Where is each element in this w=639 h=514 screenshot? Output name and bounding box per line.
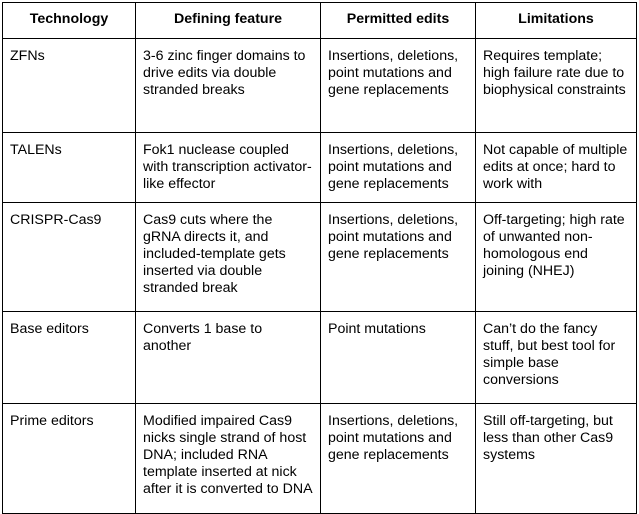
cell-defining-feature: Cas9 cuts where the gRNA directs it, and included-template gets inserted via double stranded break bbox=[136, 203, 321, 312]
cell-defining-feature: 3-6 zinc finger domains to drive edits via double stranded breaks bbox=[136, 39, 321, 133]
cell-technology: Base editors bbox=[3, 312, 136, 404]
cell-technology: ZFNs bbox=[3, 39, 136, 133]
cell-defining-feature: Fok1 nuclease coupled with transcription activator-like effector bbox=[136, 133, 321, 203]
gene-editing-comparison-table bbox=[2, 2, 637, 514]
header-row bbox=[3, 3, 637, 39]
table-row bbox=[3, 404, 637, 514]
table-row bbox=[3, 203, 637, 312]
cell-technology: TALENs bbox=[3, 133, 136, 203]
header-defining-feature: Defining feature bbox=[136, 3, 321, 39]
cell-permitted-edits: Insertions, deletions, point mutations and gene replacements bbox=[321, 203, 476, 312]
header-permitted-edits: Permitted edits bbox=[321, 3, 476, 39]
table-row bbox=[3, 133, 637, 203]
cell-permitted-edits: Point mutations bbox=[321, 312, 476, 404]
cell-technology: Prime editors bbox=[3, 404, 136, 514]
cell-permitted-edits: Insertions, deletions, point mutations and gene replacements bbox=[321, 133, 476, 203]
table-row bbox=[3, 312, 637, 404]
cell-defining-feature: Modified impaired Cas9 nicks single strand of host DNA; included RNA template inserted at nick after it is converted to DNA bbox=[136, 404, 321, 514]
cell-limitations: Not capable of multiple edits at once; hard to work with bbox=[476, 133, 637, 203]
cell-limitations: Requires template; high failure rate due to biophysical constraints bbox=[476, 39, 637, 133]
table-row bbox=[3, 39, 637, 133]
header-technology: Technology bbox=[3, 3, 136, 39]
cell-permitted-edits: Insertions, deletions, point mutations and gene replacements bbox=[321, 404, 476, 514]
cell-technology: CRISPR-Cas9 bbox=[3, 203, 136, 312]
cell-permitted-edits: Insertions, deletions, point mutations and gene replacements bbox=[321, 39, 476, 133]
cell-defining-feature: Converts 1 base to another bbox=[136, 312, 321, 404]
header-limitations: Limitations bbox=[476, 3, 637, 39]
cell-limitations: Off-targeting; high rate of unwanted non-homologous end joining (NHEJ) bbox=[476, 203, 637, 312]
cell-limitations: Can’t do the fancy stuff, but best tool for simple base conversions bbox=[476, 312, 637, 404]
cell-limitations: Still off-targeting, but less than other Cas9 systems bbox=[476, 404, 637, 514]
